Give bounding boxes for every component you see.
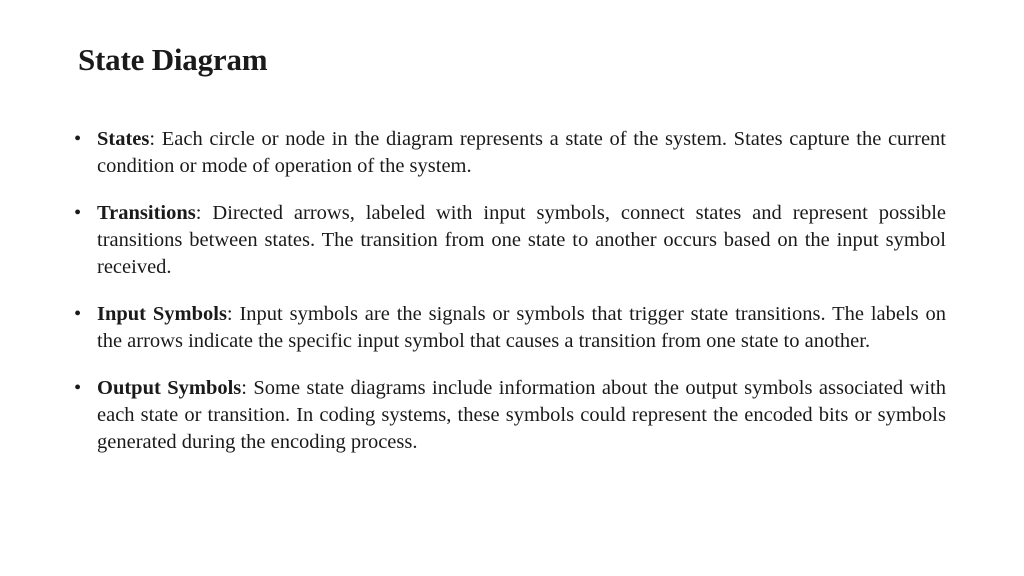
bullet-icon: • bbox=[74, 128, 82, 150]
bullet-text: : Directed arrows, labeled with input symbols, connect states and represent possible transitions between states. The transition from one state to another occurs based on the input symbol received. bbox=[97, 202, 946, 278]
bullet-term: Transitions bbox=[97, 202, 196, 224]
bullet-item-states bbox=[74, 126, 946, 180]
bullet-text: : Input symbols are the signals or symbols that trigger state transitions. The labels on the arrows indicate the specific input symbol that causes a transition from one state to another. bbox=[97, 303, 946, 352]
bullet-term: Output Symbols bbox=[97, 377, 242, 399]
bullet-text: : Each circle or node in the diagram represents a state of the system. States capture the current condition or mode of operation of the system. bbox=[97, 128, 946, 177]
bullet-item-output-symbols bbox=[74, 375, 946, 456]
bullet-item-transitions bbox=[74, 200, 946, 281]
bullet-item-input-symbols bbox=[74, 301, 946, 355]
bullet-list bbox=[74, 126, 946, 476]
bullet-text: : Some state diagrams include information about the output symbols associated with each state or transition. In coding systems, these symbols could represent the encoded bits or symbols generated during the encoding process. bbox=[97, 377, 946, 453]
bullet-term: States bbox=[97, 128, 150, 150]
bullet-term: Input Symbols bbox=[97, 303, 227, 325]
bullet-icon: • bbox=[74, 303, 82, 325]
bullet-icon: • bbox=[74, 202, 82, 224]
slide-title: State Diagram bbox=[78, 42, 268, 77]
bullet-icon: • bbox=[74, 377, 82, 399]
